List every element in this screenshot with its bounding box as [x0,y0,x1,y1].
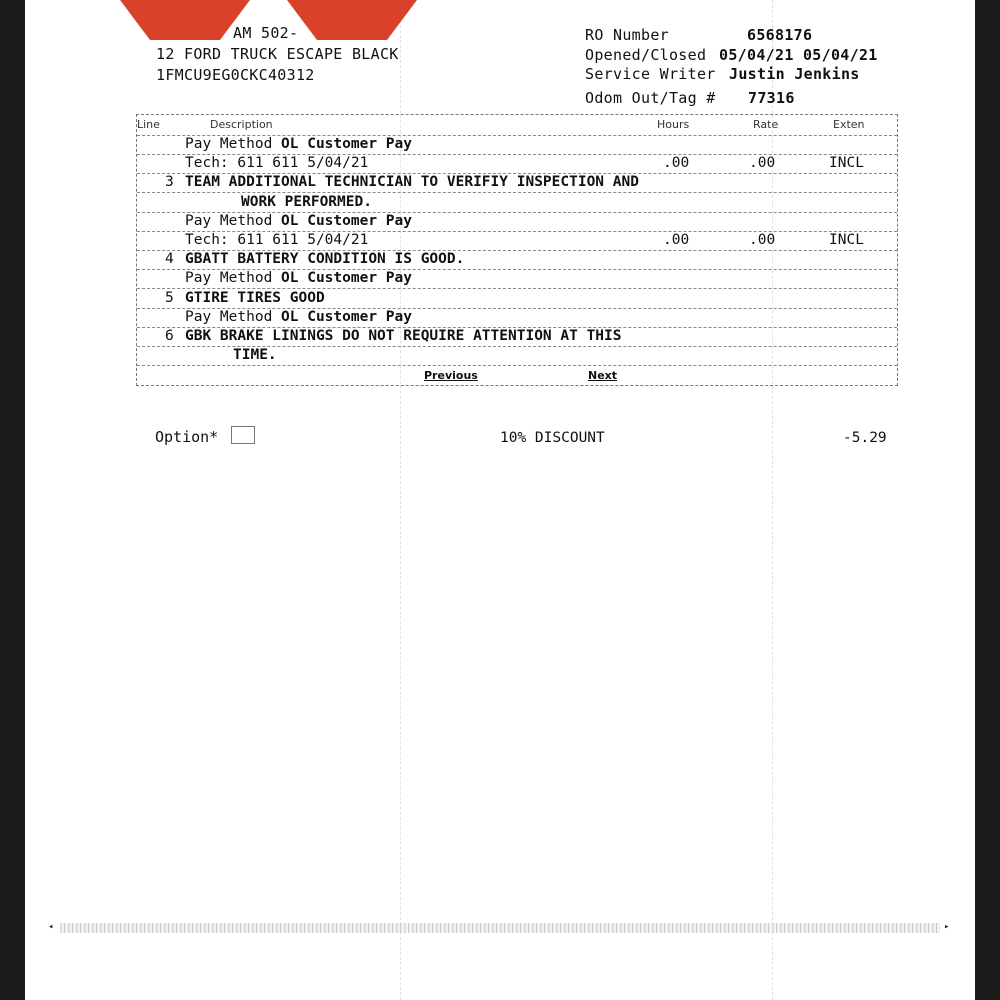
description-prefix: Pay Method [185,270,282,287]
description-text: OL Customer Pay [281,308,412,325]
horizontal-scrollbar[interactable] [48,921,950,935]
option-label: Option* [155,428,219,446]
table-row [137,212,897,232]
column-header-exten: Exten [833,118,865,131]
description-text: GTIRE TIRES GOOD [185,289,325,306]
hours-value: .00 [663,232,690,248]
triangle-right-icon[interactable]: ▸ [944,922,950,932]
line-description [185,270,412,286]
description-prefix: Pay Method [185,308,282,325]
table-row [137,193,897,213]
odom-label: Odom Out/Tag # [585,89,716,107]
scrollbar-track[interactable] [60,923,940,933]
line-description [233,347,277,363]
triangle-left-icon[interactable]: ◂ [48,922,54,932]
line-description [185,232,368,248]
table-row [137,327,897,347]
document-page [25,0,975,1000]
discount-label: 10% DISCOUNT [500,430,605,446]
column-header-hours: Hours [657,118,690,131]
vehicle-description: 12 FORD TRUCK ESCAPE BLACK [156,45,399,63]
line-description [185,174,639,190]
table-row [137,308,897,328]
repair-order-lines-table [136,114,898,386]
ro-number-value: 6568176 [747,26,813,44]
redaction-mark [120,0,250,40]
description-text: OL Customer Pay [281,212,412,229]
option-checkbox[interactable] [231,426,255,444]
vin-number: 1FMCU9EG0CKC40312 [156,66,315,84]
line-number: 4 [165,251,174,268]
rate-value: .00 [749,155,776,172]
table-row [137,346,897,366]
next-link[interactable]: Next [588,369,618,382]
table-row [137,231,897,251]
column-header-line: Line [137,118,160,131]
rate-value: .00 [749,232,776,248]
line-description [185,136,412,152]
customer-line-fragment: AM 502- [233,24,299,42]
opened-closed-value: 05/04/21 05/04/21 [719,46,878,64]
table-row [137,289,897,309]
description-prefix: Pay Method [185,212,282,229]
description-text: WORK PERFORMED. [241,193,372,210]
line-number: 6 [165,328,174,344]
line-description [185,251,464,267]
extension-value: INCL [829,155,864,172]
line-number: 3 [165,174,174,191]
description-prefix: Pay Method [185,136,282,152]
line-description [185,309,412,325]
service-writer-label: Service Writer [585,65,716,83]
table-header-row [137,115,897,136]
description-text: TIME. [233,347,277,364]
table-row [137,250,897,270]
discount-amount: -5.29 [843,430,887,446]
column-header-rate: Rate [753,118,779,131]
ro-number-label: RO Number [585,26,669,44]
opened-closed-label: Opened/Closed [585,46,707,64]
description-prefix: Tech: 611 611 5/04/21 [185,232,369,248]
line-description [185,290,325,306]
extension-value: INCL [829,232,864,248]
table-row [137,135,897,155]
line-number: 5 [165,289,174,306]
line-description [185,213,412,229]
column-header-description: Description [210,118,273,131]
hours-value: .00 [663,155,690,172]
description-text: GBK BRAKE LININGS DO NOT REQUIRE ATTENTION AT THIS [185,328,622,344]
description-text: OL Customer Pay [281,136,412,152]
description-text: TEAM ADDITIONAL TECHNICIAN TO VERIFIY INSPECTION AND [185,174,639,191]
description-text: GBATT BATTERY CONDITION IS GOOD. [185,251,465,268]
line-description [185,155,368,171]
redaction-mark [287,0,417,40]
table-row [137,269,897,289]
line-description [185,328,622,344]
description-text: OL Customer Pay [281,270,412,287]
table-row [137,154,897,174]
odom-value: 77316 [748,89,795,107]
table-row [137,173,897,193]
description-prefix: Tech: 611 611 5/04/21 [185,155,369,172]
service-writer-value: Justin Jenkins [729,65,860,83]
previous-link[interactable]: Previous [424,369,478,382]
line-description [241,194,372,210]
